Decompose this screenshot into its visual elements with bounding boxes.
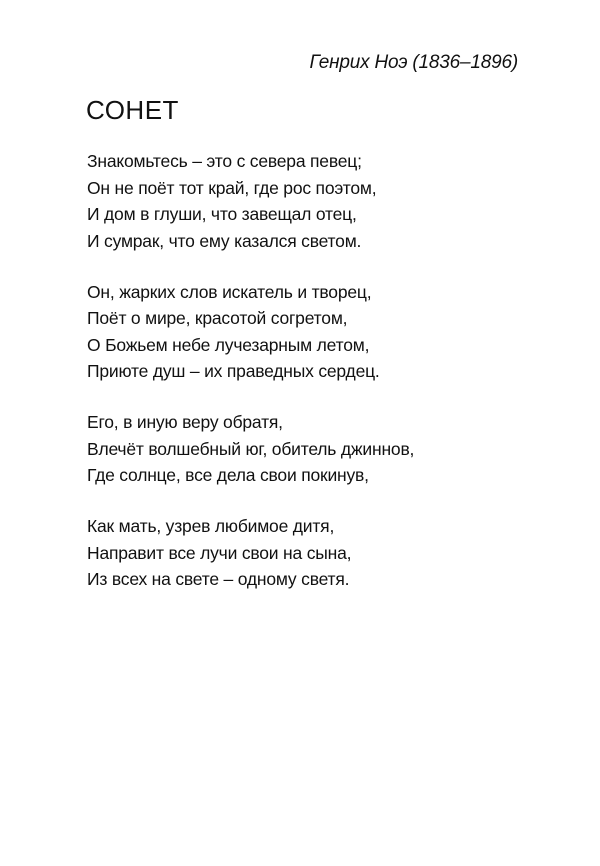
poem-line: Направит все лучи свои на сына, [87, 542, 352, 563]
poem-line: Влечёт волшебный юг, обитель джиннов, [87, 438, 415, 459]
poem-line: Как мать, узрев любимое дитя, [87, 516, 335, 537]
poem-line: Где солнце, все дела свои покинув, [87, 465, 369, 486]
poem-line: Поёт о мире, красотой согретом, [87, 308, 348, 329]
poem-title: СОНЕТ [86, 95, 179, 125]
poem-line: Его, в иную веру обратя, [87, 412, 283, 433]
poem-body [87, 148, 527, 617]
poem-line: О Божьем небе лучезарным летом, [87, 334, 370, 355]
poem-line: Он, жарких слов искатель и творец, [87, 281, 372, 302]
poem-line: Из всех на свете – одному светя. [87, 569, 350, 590]
stanza-3 [87, 409, 527, 489]
poem-line: Знакомьтесь – это с севера певец; [87, 151, 362, 171]
stanza-4 [87, 513, 527, 593]
poem-line: Он не поёт тот край, где рос поэтом, [87, 177, 377, 198]
stanza-1 [87, 148, 527, 254]
author-attribution: Генрих Ноэ (1836–1896) [309, 52, 518, 73]
poem-line: И сумрак, что ему казался светом. [87, 230, 362, 251]
poem-line: Приюте душ – их праведных сердец. [87, 361, 380, 382]
stanza-2 [87, 279, 527, 385]
poem-line: И дом в глуши, что завещал отец, [87, 204, 357, 224]
